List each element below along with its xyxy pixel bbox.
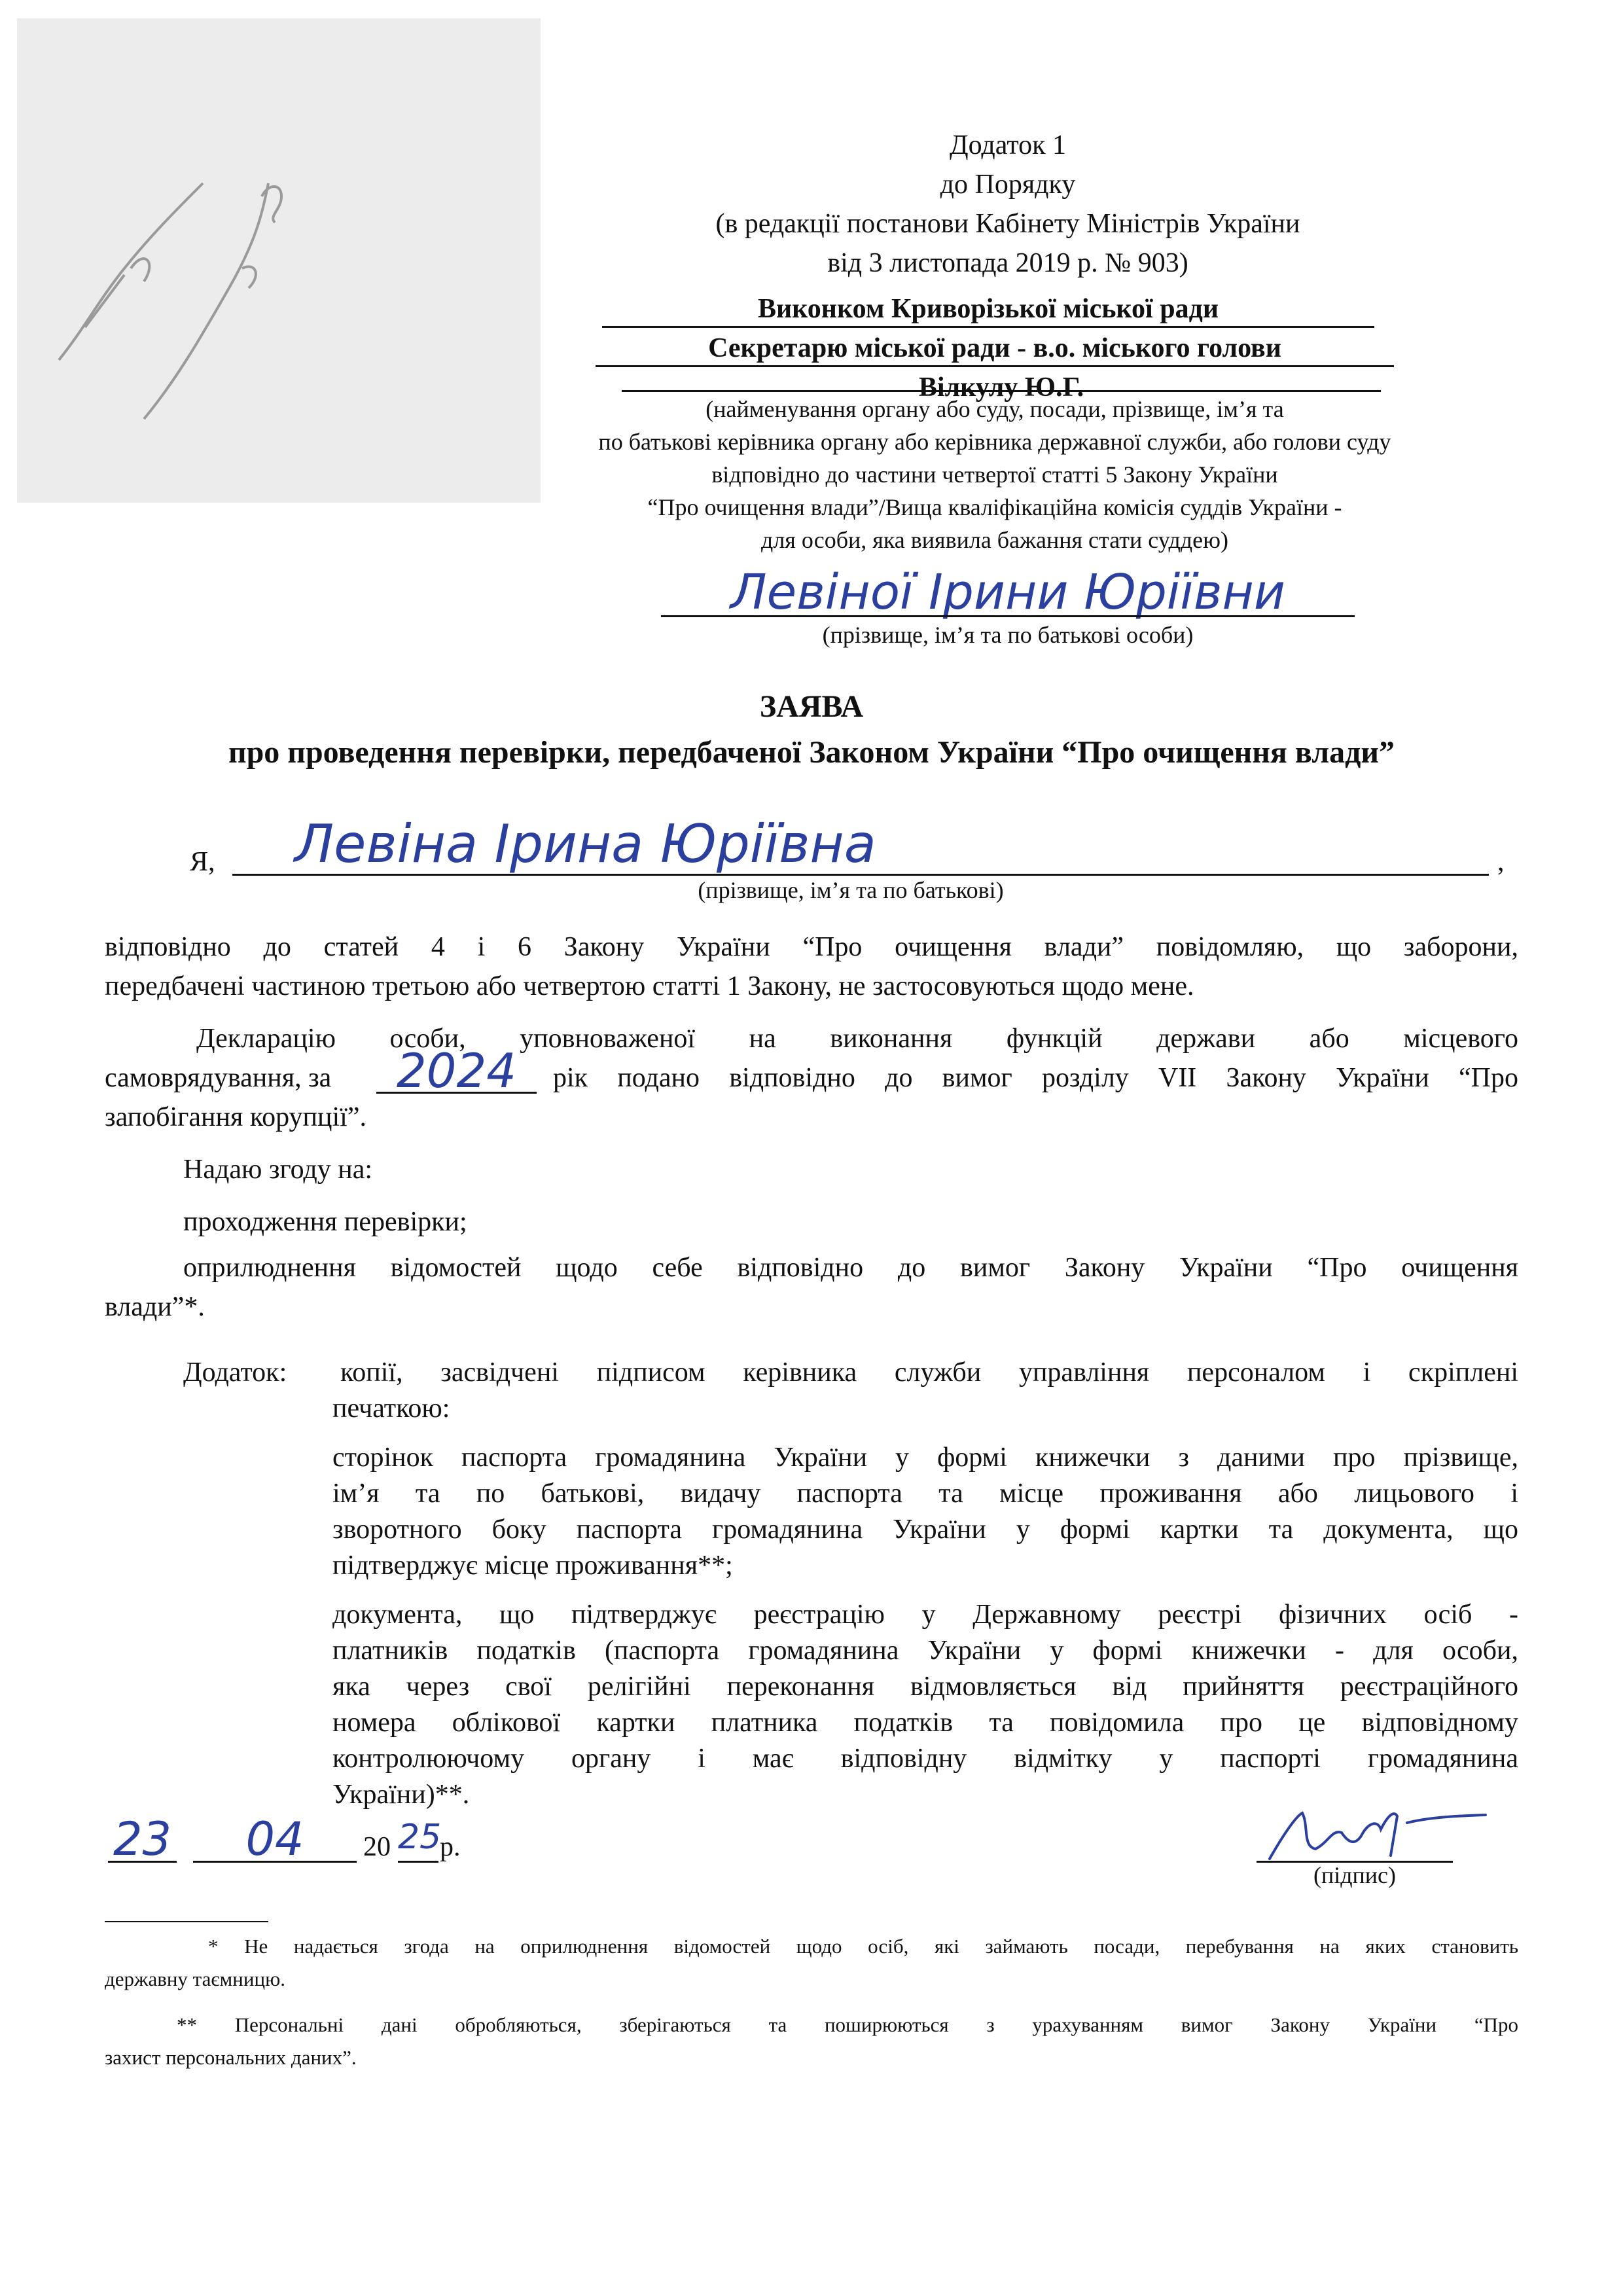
consent-item-2-line-2: влади”*. [105, 1292, 205, 1322]
para1-line-1: відповідно до статей 4 і 6 Закону України “Про очищення влади” повідомляю, що заборони, [105, 932, 1518, 962]
signature-handwritten [1257, 1797, 1492, 1869]
resolution-handwriting [46, 52, 438, 445]
i-suffix: , [1497, 847, 1505, 877]
appendix-number: Додаток 1 [949, 130, 1067, 160]
appendix-1-line-1: копії, засвідчені підписом керівника служби управління персоналом і скріплені [340, 1357, 1518, 1388]
recipient-caption-1: (найменування органу або суду, посади, прізвище, ім’я та [705, 396, 1284, 422]
para2-line-3: запобігання корупції”. [105, 1102, 366, 1132]
date-year-suffix-handwritten: 25 [398, 1818, 442, 1857]
document-subtitle: про проведення перевірки, передбаченої Законом України “Про очищення влади” [228, 735, 1395, 770]
i-name-caption: (прізвище, ім’я та по батькові) [698, 877, 1004, 903]
para2-line-2-b: рік подано відповідно до вимог розділу VII Закону України “Про [553, 1063, 1518, 1093]
applicant-name-underline [661, 615, 1355, 617]
appendix-3-line-2: платників податків (паспорта громадянина України у формі книжечки - для особи, [332, 1636, 1518, 1666]
document-title: ЗАЯВА [759, 689, 864, 724]
appendix-2-line-4: підтверджує місце проживання**; [332, 1551, 733, 1581]
date-day-handwritten: 23 [113, 1812, 172, 1866]
consent-item-1: проходження перевірки; [183, 1207, 467, 1237]
applicant-name-handwritten: Левіної Ірини Юріївни [730, 564, 1286, 620]
date-day-underline [108, 1861, 177, 1863]
appendix-3-line-3: яка через свої релігійні переконання відмовляється від прийняття реєстраційного [332, 1672, 1518, 1702]
date-year-end: р. [440, 1832, 461, 1862]
signature-caption: (підпис) [1313, 1862, 1397, 1888]
recipient-caption-5: для особи, яка виявила бажання стати суддею) [761, 527, 1228, 553]
consent-item-2-line-1: оприлюднення відомостей щодо себе відповідно до вимог Закону України “Про очищення [183, 1253, 1518, 1283]
footnote-separator [105, 1921, 268, 1922]
date-year-prefix: 20 [363, 1832, 391, 1862]
footnote-1-line-2: державну таємницю. [105, 1967, 285, 1990]
appendix-1-line-2: печаткою: [332, 1393, 450, 1424]
recipient-line-1: Виконком Криворізької міської ради [757, 294, 1219, 324]
recipient-line-3: Вілкулу Ю.Г. [918, 372, 1084, 403]
recipient-caption-2: по батькові керівника органу або керівника державної служби, або голови суду [598, 429, 1391, 455]
date-month-underline [193, 1861, 357, 1863]
footnote-2-line-1: ** Персональні дані обробляються, зберігаються та поширюються з урахуванням вимог Закону України “Про [177, 2013, 1518, 2036]
date-year-underline [398, 1861, 438, 1863]
recipient-line-2: Секретарю міської ради - в.о. міського голови [708, 333, 1281, 363]
appendix-2-line-1: сторінок паспорта громадянина України у формі книжечки з даними про прізвище, [332, 1443, 1518, 1473]
para1-line-2: передбачені частиною третьою або четвертою статті 1 Закону, не застосовуються щодо мене. [105, 971, 1194, 1001]
appendix-label: Додаток: [183, 1357, 287, 1388]
footnote-1-line-1: * Не надається згода на оприлюднення відомостей щодо осіб, які займають посади, перебування на яких становить [208, 1935, 1518, 1958]
appendix-3-line-1: документа, що підтверджує реєстрацію у Державному реєстрі фізичних осіб - [332, 1600, 1518, 1630]
declaration-year-handwritten: 2024 [396, 1043, 517, 1098]
appendix-2-line-2: ім’я та по батькові, видачу паспорта та місце проживання або лицьового і [332, 1479, 1518, 1509]
appendix-edition: (в редакції постанови Кабінету Міністрів України [715, 209, 1300, 239]
applicant-name-caption: (прізвище, ім’я та по батькові особи) [822, 622, 1194, 648]
consent-intro: Надаю згоду на: [183, 1155, 373, 1185]
appendix-3-line-6: України)**. [332, 1780, 470, 1810]
footnote-2-line-2: захист персональних даних”. [105, 2046, 357, 2069]
para2-line-2-a: самоврядування, за [105, 1063, 332, 1093]
recipient-caption-4: “Про очищення влади”/Вища кваліфікаційна комісія суддів України - [647, 494, 1342, 520]
appendix-3-line-4: номера облікової картки платника податків та повідомила про це відповідному [332, 1708, 1518, 1738]
recipient-caption-3: відповідно до частини четвертої статті 5 Закону України [711, 461, 1278, 488]
appendix-order: до Порядку [940, 170, 1076, 200]
i-name-handwritten: Левіна Ірина Юріївна [294, 814, 876, 874]
recipient-underline-3 [622, 390, 1381, 392]
declaration-year-underline [376, 1092, 537, 1094]
appendix-date-ref: від 3 листопада 2019 р. № 903) [827, 248, 1188, 278]
appendix-2-line-3: зворотного боку паспорта громадянина України у формі картки та документа, що [332, 1515, 1518, 1545]
date-month-handwritten: 04 [245, 1812, 304, 1866]
appendix-3-line-5: контролюючому органу і має відповідну відмітку у паспорті громадянина [332, 1744, 1518, 1774]
para2-line-1: Декларацію особи, уповноваженої на виконання функцій держави або місцевого [196, 1024, 1518, 1054]
i-prefix: Я, [190, 847, 215, 877]
